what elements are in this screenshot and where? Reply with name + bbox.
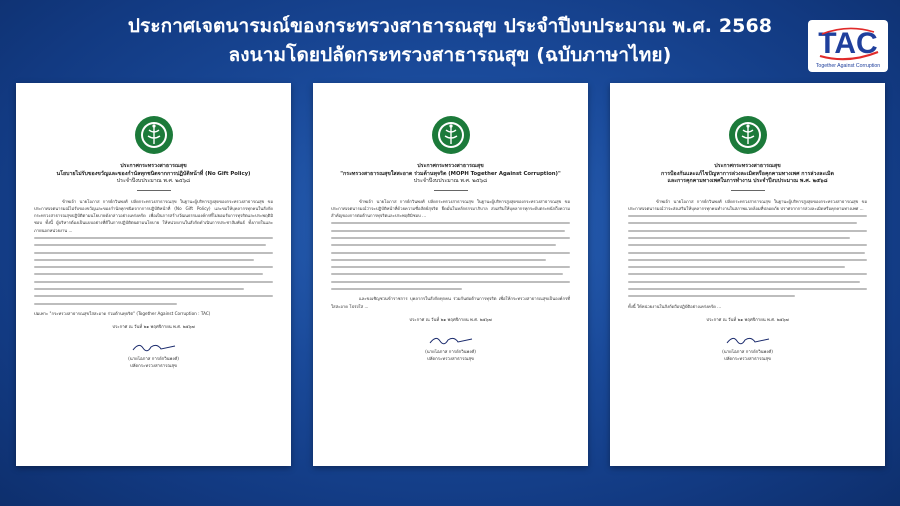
doc-heading: ประกาศกระทรวงสาธารณสุข xyxy=(120,163,187,169)
signer-position: ปลัดกระทรวงสาธารณสุข xyxy=(130,364,177,370)
moph-emblem-icon xyxy=(728,115,768,155)
signer-name: (นายโอภาส การย์กวินพงศ์) xyxy=(722,349,773,355)
signature-image xyxy=(723,333,773,347)
signer-position: ปลัดกระทรวงสาธารณสุข xyxy=(427,356,474,362)
doc-body-continued xyxy=(628,215,867,297)
doc-body-continued xyxy=(331,222,570,290)
doc-subject: "กระทรวงสาธารณสุขใสสะอาด ร่วมต้านทุจริต (MOPH Together Against Corruption)" xyxy=(340,170,561,177)
moph-emblem-icon xyxy=(431,115,471,155)
tac-logo xyxy=(808,20,888,72)
doc-subject: นโยบายไม่รับของขวัญและของกำนัลทุกชนิดจากการปฏิบัติหน้าที่ (No Gift Policy) xyxy=(56,170,251,177)
signer-position: ปลัดกระทรวงสาธารณสุข xyxy=(724,356,771,362)
tac-logo-text: TAC xyxy=(818,27,878,60)
tac-logo-tagline: Together Against Corruption xyxy=(815,63,881,69)
doc-date: ประกาศ ณ วันที่ ๒๑ พฤศจิกายน พ.ศ. ๒๕๖๗ xyxy=(112,325,195,331)
moph-emblem-icon xyxy=(134,115,174,155)
doc-closing: และขอเชิญชวนข้าราชการ บุคลากรในสังกัดทุกคน ร่วมกันต่อต้านการทุจริต เพื่อให้กระทรวงสาธารณสุขเป็นองค์กรที่ใสสะอาด โปร่งใส ... xyxy=(331,296,570,309)
doc-body: ข้าพเจ้า นายโอภาส การย์กวินพงศ์ ปลัดกระทรวงสาธารณสุข ในฐานะผู้บริหารสูงสุดของกระทรวงสาธารณสุข ขอประกาศเจตนารมณ์ว่าจะส่งเสริมให้บุคลากรทุกคนทำงานในสภาพแวดล้อมที่ปลอดภัย ปราศจากการล่วงละเมิดหรือคุกคามทางเพศ ... xyxy=(628,198,867,211)
doc-date: ประกาศ ณ วันที่ ๒๑ พฤศจิกายน พ.ศ. ๒๕๖๗ xyxy=(409,317,492,323)
doc-body-continued xyxy=(34,237,273,305)
doc-heading: ประกาศกระทรวงสาธารณสุข xyxy=(714,163,781,169)
divider xyxy=(434,190,468,191)
divider xyxy=(731,190,765,191)
doc-body: ข้าพเจ้า นายโอภาส การย์กวินพงศ์ ปลัดกระทรวงสาธารณสุข ในฐานะผู้บริหารสูงสุดของกระทรวงสาธารณสุข ขอประกาศเจตนารมณ์ไม่รับของขวัญและของกำนัลทุกชนิดจากการปฏิบัติหน้าที่ (No Gift Policy) และขอให้บุคลากรทุกคนในสังกัดกระทรวงสาธารณสุขปฏิบัติตามนโยบายดังกล่าวอย่างเคร่งครัด เพื่อเป็นการสร้างวัฒนธรรมองค์กรที่ไม่ยอมรับการทุจริตและประพฤติมิชอบ ทั้งนี้ ผู้บริหารต้องเป็นแบบอย่างที่ดีในการปฏิบัติตนตามนโยบาย ให้หน่วยงานในสังกัดดำเนินการประชาสัมพันธ์ ทั้งภายในและภายนอกหน่วยงาน ... xyxy=(34,198,273,233)
document-card-1[interactable] xyxy=(16,83,291,466)
signature-image xyxy=(129,340,179,354)
title-line-2: ลงนามโดยปลัดกระทรวงสาธารณสุข (ฉบับภาษาไทย) xyxy=(228,44,672,66)
doc-fiscal-year: ประจำปีงบประมาณ พ.ศ. ๒๕๖๘ xyxy=(413,178,488,184)
document-card-3[interactable] xyxy=(610,83,885,466)
doc-body: ข้าพเจ้า นายโอภาส การย์กวินพงศ์ ปลัดกระทรวงสาธารณสุข ในฐานะผู้บริหารสูงสุดของกระทรวงสาธารณสุข ขอประกาศเจตนารมณ์ว่าจะปฏิบัติหน้าที่ด้วยความซื่อสัตย์สุจริต ยึดมั่นในหลักธรรมาภิบาล ส่งเสริมให้บุคลากรทุกระดับตระหนักถึงความสำคัญของการต่อต้านการทุจริตและประพฤติมิชอบ ... xyxy=(331,198,570,219)
doc-subject: การป้องกันและแก้ไขปัญหาการล่วงละเมิดหรือคุกคามทางเพศ การล่วงละเมิด xyxy=(661,170,834,177)
doc-date: ประกาศ ณ วันที่ ๒๑ พฤศจิกายน พ.ศ. ๒๕๖๗ xyxy=(706,317,789,323)
signature-image xyxy=(426,333,476,347)
doc-subject-line-2: และการคุกคามทางเพศในการทำงาน ประจำปีงบประมาณ พ.ศ. ๒๕๖๘ xyxy=(667,178,828,184)
signer-name: (นายโอภาส การย์กวินพงศ์) xyxy=(425,349,476,355)
document-card-2[interactable] xyxy=(313,83,588,466)
doc-closing: ทั้งนี้ ให้หน่วยงานในสังกัดถือปฏิบัติอย่างเคร่งครัด ... xyxy=(628,303,722,309)
title-line-1: ประกาศเจตนารมณ์ของกระทรวงสาธารณสุข ประจำปีงบประมาณ พ.ศ. 2568 xyxy=(127,15,773,37)
doc-fiscal-year: ประจำปีงบประมาณ พ.ศ. ๒๕๖๘ xyxy=(116,178,191,184)
doc-heading: ประกาศกระทรวงสาธารณสุข xyxy=(417,163,484,169)
page-title xyxy=(0,12,900,70)
doc-closing: บ่มเพาะ "กระทรวงสาธารณสุขใสสะอาด ร่วมต้านทุจริต" (Together Against Corruption : TAC) xyxy=(34,310,211,316)
divider xyxy=(137,190,171,191)
signer-name: (นายโอภาส การย์กวินพงศ์) xyxy=(128,357,179,363)
